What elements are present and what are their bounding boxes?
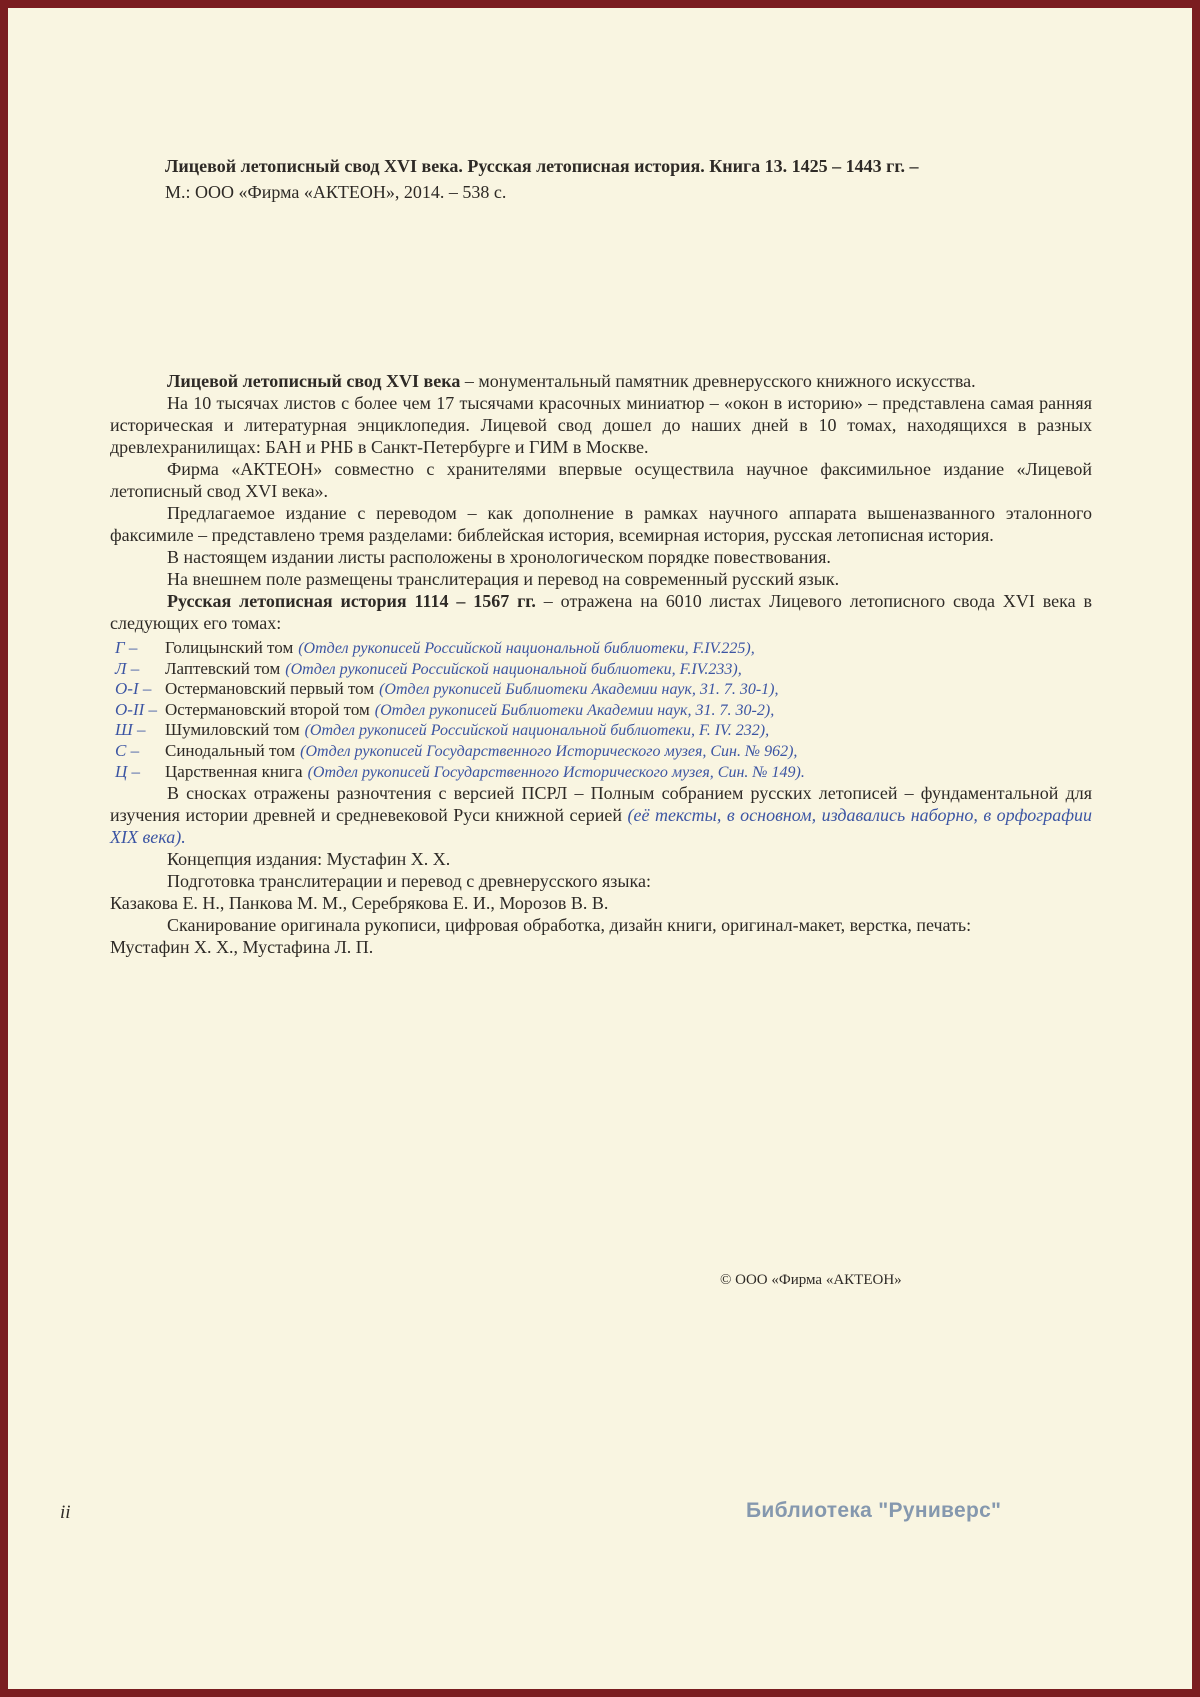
volume-name: Царственная книга [165,761,303,781]
volume-letter: С – [115,740,140,760]
intro-paragraph-5: В настоящем издании листы расположены в хронологическом порядке повествования. [167,547,831,567]
citation-imprint-text: М.: ООО «Фирма «АКТЕОН», 2014. – 538 с. [165,182,507,202]
volume-letter: Ц – [115,761,141,781]
psrl-note-italic: (её тексты, в основном, издавались наборно, в орфографии XIX века). [110,805,1093,848]
volume-entry [165,700,1092,721]
psrl-main-text: В сносках отражены разночтения с версией ПСРЛ – Полным собранием русских летописей – фундаментальной для изучения истории древней и средневековой Руси книжной серией [110,783,1092,826]
volume-row-synodal [110,741,1092,762]
bibliographic-citation [165,153,1105,205]
volume-letter: Г – [115,638,138,657]
volume-name: Остермановский второй том [165,699,370,719]
intro-paragraph-2: На 10 тысячах листов с более чем 17 тысячами красочных миниатюр – «окон в историю» – представлена самая ранняя историческая и литературная энциклопедия. Лицевой свод дошел до наших дней в 10 томах, находящихся в разных древлехранилищах: БАН и РНБ в Санкт-Петербурге и ГИМ в Москве. [110,393,1092,457]
credit-concept: Концепция издания: Мустафин Х. Х. [167,849,451,870]
volume-letter: Л – [115,658,140,678]
volumes-list [110,638,1092,782]
volume-source: (Отдел рукописей Российской национальной библиотеки, F.IV.225), [298,640,755,657]
volume-row-tsarstvennaya [110,762,1092,783]
volume-row-golitsyn [110,638,1092,659]
volume-source: (Отдел рукописей Российской национальной библиотеки, F. IV. 232), [304,722,770,740]
volume-source: (Отдел рукописей Государственного Исторического музея, Син. № 962), [300,742,798,760]
intro-paragraph-6: На внешнем поле размещены транслитерация и перевод на современный русский язык. [167,569,840,589]
runivers-library-watermark: Библиотека "Руниверс" [746,1499,1002,1522]
volume-name: Голицынский том [165,638,294,657]
citation-line-1 [165,153,1105,179]
volume-row-laptev [110,659,1092,680]
volume-name: Остермановский первый том [165,679,375,699]
volume-source: (Отдел рукописей Библиотеки Академии наук, 31. 7. 30-1), [379,681,779,699]
credit-translit-names: Казакова Е. Н., Панкова М. М., Серебрякова Е. И., Морозов В. В. [110,893,609,914]
volume-entry [165,720,1092,741]
citation-line-2 [165,179,1105,205]
volume-letter: О-II – [115,699,158,719]
main-text-block [110,370,1092,958]
intro-paragraph-1-bold: Лицевой летописный свод XVI века [167,371,461,391]
page-number: ii [60,1502,71,1523]
volume-entry [165,659,1092,680]
section-heading-rest: – отражена на 6010 листах Лицевого летописного свода XVI века в следующих его томах: [110,591,1092,633]
volume-letter: О-I – [115,679,152,699]
volume-row-osterman-1 [110,679,1092,700]
volume-name: Синодальный том [165,740,296,760]
volume-source: (Отдел рукописей Государственного Исторического музея, Син. № 149). [307,763,805,781]
volume-entry [165,762,1092,783]
intro-paragraph-1-rest: – монументальный памятник древнерусского книжного искусства. [460,371,976,391]
volume-row-osterman-2 [110,700,1092,721]
volume-entry [165,741,1092,762]
copyright-notice: © ООО «Фирма «АКТЕОН» [720,1272,902,1288]
credit-translit-heading: Подготовка транслитерации и перевод с древнерусского языка: [167,871,651,892]
volume-source: (Отдел рукописей Библиотеки Академии наук, 31. 7. 30-2), [374,701,775,719]
intro-paragraph-4: Предлагаемое издание с переводом – как дополнение в рамках научного аппарата вышеназванного эталонного факсимиле – представлено тремя разделами: библейская история, всемирная история, русская летописная история. [110,503,1092,545]
psrl-paragraph [110,782,1092,848]
volume-entry [165,638,1092,659]
section-heading-paragraph [110,590,1092,634]
credit-production-heading: Сканирование оригинала рукописи, цифровая обработка, дизайн книги, оригинал-макет, верстка, печать: [167,915,972,936]
volume-letter: Ш – [115,720,146,740]
volume-source: (Отдел рукописей Российской национальной библиотеки, F.IV.233), [285,660,742,678]
intro-paragraph-1 [110,370,1092,392]
volume-row-shumilov [110,720,1092,741]
intro-paragraph-3: Фирма «АКТЕОН» совместно с хранителями впервые осуществила научное факсимильное издание «Лицевой летописный свод XVI века». [110,459,1092,501]
volume-name: Лаптевский том [165,658,281,678]
section-heading-bold: Русская летописная история 1114 – 1567 гг. [167,591,536,611]
book-page [8,8,1192,1689]
volume-name: Шумиловский том [165,720,300,740]
citation-bold-text: Лицевой летописный свод XVI века. Русская летописная история. Книга 13. 1425 – 1443 гг. – [165,156,919,176]
credit-production-names: Мустафин Х. Х., Мустафина Л. П. [110,937,374,958]
volume-entry [165,679,1092,700]
